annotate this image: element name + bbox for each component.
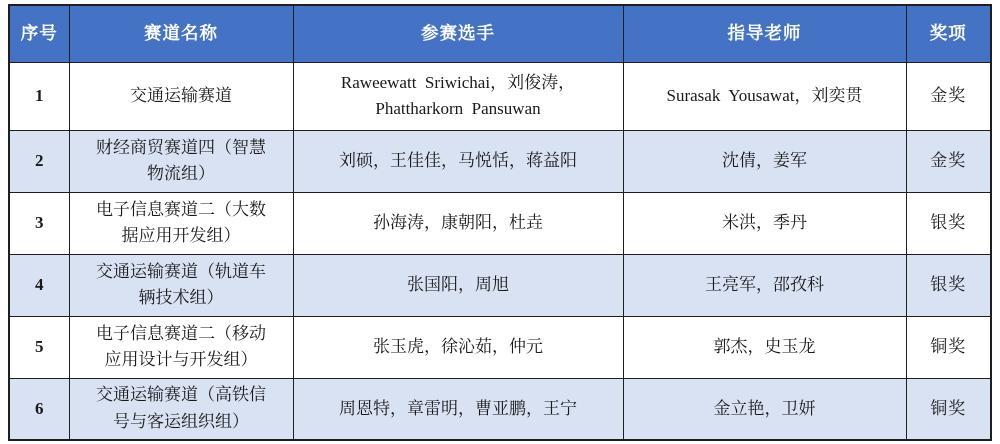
teachers: 王亮军，邵孜科 xyxy=(623,254,906,316)
row-number: 6 xyxy=(9,378,69,440)
row-number: 3 xyxy=(9,192,69,254)
participants: 张国阳，周旭 xyxy=(293,254,623,316)
table-row xyxy=(9,316,991,378)
track-name: 交通运输赛道（高铁信号与客运组织组） xyxy=(69,378,293,440)
award: 铜奖 xyxy=(906,316,991,378)
award-table-container xyxy=(8,4,992,441)
column-header-participants: 参赛选手 xyxy=(293,5,623,62)
award: 铜奖 xyxy=(906,378,991,440)
award: 金奖 xyxy=(906,62,991,130)
track-name: 交通运输赛道（轨道车辆技术组） xyxy=(69,254,293,316)
table-row xyxy=(9,254,991,316)
table-row xyxy=(9,130,991,192)
award-table xyxy=(8,4,992,441)
table-header-row xyxy=(9,5,991,62)
track-name: 电子信息赛道二（大数据应用开发组） xyxy=(69,192,293,254)
participants: 周恩特，章雷明，曹亚鹏，王宁 xyxy=(293,378,623,440)
row-number: 4 xyxy=(9,254,69,316)
table-row xyxy=(9,192,991,254)
participants: Raweewatt Sriwichai，刘俊涛，Phattharkorn Pansuwan xyxy=(293,62,623,130)
award: 银奖 xyxy=(906,254,991,316)
track-name: 电子信息赛道二（移动应用设计与开发组） xyxy=(69,316,293,378)
table-row xyxy=(9,378,991,440)
track-name: 交通运输赛道 xyxy=(69,62,293,130)
teachers: Surasak Yousawat，刘奕贯 xyxy=(623,62,906,130)
teachers: 金立艳，卫妍 xyxy=(623,378,906,440)
participants: 张玉虎，徐沁茹，仲元 xyxy=(293,316,623,378)
track-name: 财经商贸赛道四（智慧物流组） xyxy=(69,130,293,192)
column-header-award: 奖项 xyxy=(906,5,991,62)
row-number: 5 xyxy=(9,316,69,378)
award: 银奖 xyxy=(906,192,991,254)
teachers: 米洪，季丹 xyxy=(623,192,906,254)
column-header-number: 序号 xyxy=(9,5,69,62)
participants: 刘硕，王佳佳，马悦恬，蒋益阳 xyxy=(293,130,623,192)
teachers: 沈倩，姜军 xyxy=(623,130,906,192)
award: 金奖 xyxy=(906,130,991,192)
column-header-teachers: 指导老师 xyxy=(623,5,906,62)
participants: 孙海涛，康朝阳，杜垚 xyxy=(293,192,623,254)
row-number: 2 xyxy=(9,130,69,192)
teachers: 郭杰，史玉龙 xyxy=(623,316,906,378)
table-row xyxy=(9,62,991,130)
row-number: 1 xyxy=(9,62,69,130)
column-header-track: 赛道名称 xyxy=(69,5,293,62)
